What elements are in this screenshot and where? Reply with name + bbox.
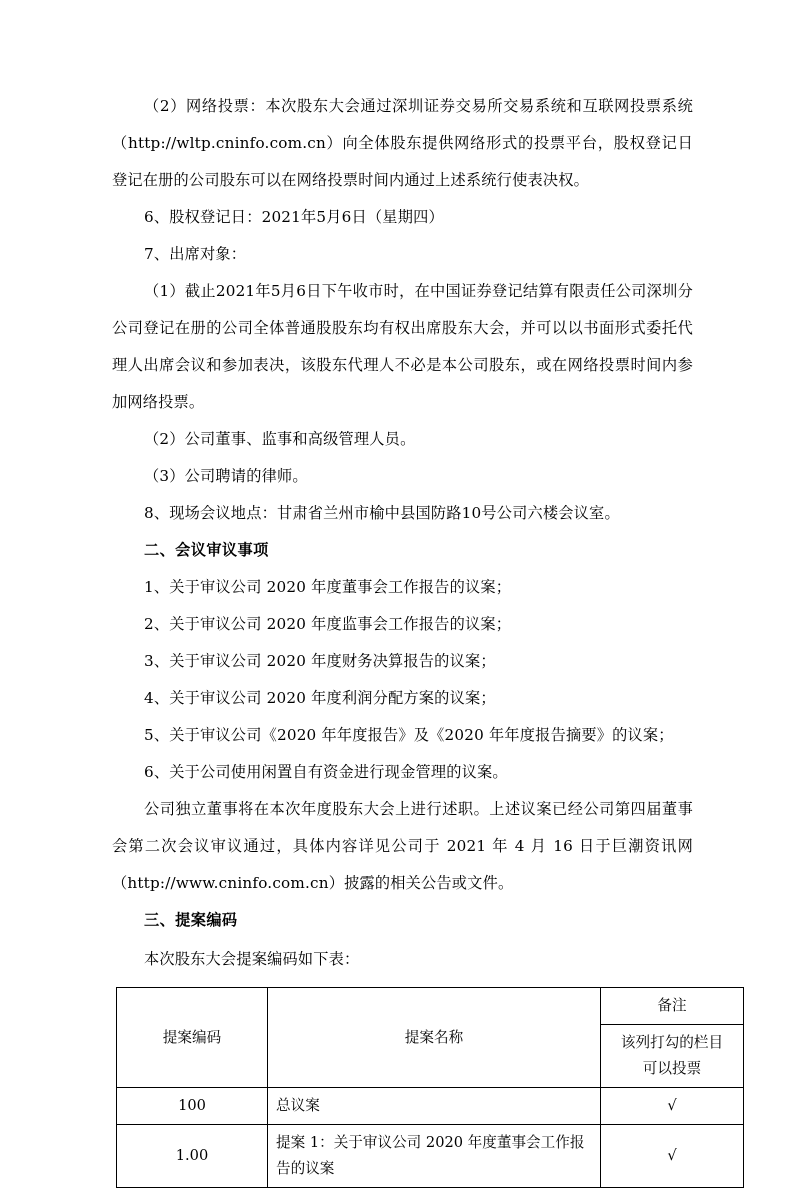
paragraph-online-voting-text: （2）网络投票：本次股东大会通过深圳证券交易所交易系统和互联网投票系统（http://wltp.cninfo.com.cn）向全体股东提供网络形式的投票平台，股权登记日登记在册的公司股东可以在网络投票时间内通过上述系统行使表决权。 (112, 97, 693, 189)
paragraph-attendee-1 (112, 273, 693, 421)
paragraph-closing: 公司独立董事将在本次年度股东大会上进行述职。上述议案已经公司第四届董事会第二次会议审议通过，具体内容详见公司于 2021 年 4 月 16 日于巨潮资讯网（http://www.cninfo.com.cn）披露的相关公告或文件。 (112, 800, 693, 892)
paragraph-record-date-text: 6、股权登记日：2021年5月6日（星期四） (144, 208, 444, 226)
row-name: 提案 1：关于审议公司 2020 年度董事会工作报告的议案 (268, 1125, 601, 1188)
table-header-row (117, 988, 744, 1025)
agenda-item-6: 6、关于公司使用闲置自有资金进行现金管理的议案。 (144, 763, 508, 781)
agenda-item-4: 4、关于审议公司 2020 年度利润分配方案的议案； (144, 689, 496, 707)
paragraph-venue-text: 8、现场会议地点：甘肃省兰州市榆中县国防路10号公司六楼会议室。 (144, 504, 620, 522)
row-note-check: √ (601, 1125, 744, 1188)
paragraph-attendees-heading (112, 236, 693, 273)
table-intro-text: 本次股东大会提案编码如下表： (144, 950, 360, 968)
paragraph-record-date (112, 199, 693, 236)
row-code: 1.00 (117, 1125, 268, 1188)
section-heading-two: 二、会议审议事项 (144, 541, 269, 559)
paragraph-online-voting (112, 88, 693, 199)
table-header-name: 提案名称 (268, 988, 601, 1088)
paragraph-attendee-3 (112, 458, 693, 495)
table-header-note-sub-line1: 该列打勾的栏目 (620, 1034, 724, 1051)
row-note-check: √ (601, 1088, 744, 1125)
table-row (117, 1125, 744, 1188)
paragraph-attendee-2-text: （2）公司董事、监事和高级管理人员。 (144, 430, 416, 448)
agenda-item-5: 5、关于审议公司《2020 年年度报告》及《2020 年年度报告摘要》的议案； (144, 726, 674, 744)
paragraph-attendee-1-text: （1）截止2021年5月6日下午收市时，在中国证券登记结算有限责任公司深圳分公司登记在册的公司全体普通股股东均有权出席股东大会，并可以以书面形式委托代理人出席会议和参加表决，该股东代理人不必是本公司股东，或在网络投票时间内参加网络投票。 (112, 282, 693, 411)
table-header-note-sub-line2: 可以投票 (642, 1060, 702, 1077)
row-name: 总议案 (268, 1088, 601, 1125)
table-header-code: 提案编码 (117, 988, 268, 1088)
row-code: 100 (117, 1088, 268, 1125)
paragraph-attendee-3-text: （3）公司聘请的律师。 (144, 467, 308, 485)
table-header-note: 备注 (601, 988, 744, 1025)
agenda-item-2: 2、关于审议公司 2020 年度监事会工作报告的议案； (144, 615, 512, 633)
paragraph-attendees-heading-text: 7、出席对象： (144, 245, 247, 263)
section-heading-three: 三、提案编码 (144, 911, 238, 929)
agenda-item-3: 3、关于审议公司 2020 年度财务决算报告的议案； (144, 652, 496, 670)
table-row (117, 1088, 744, 1125)
paragraph-venue (112, 495, 693, 532)
paragraph-attendee-2 (112, 421, 693, 458)
proposal-code-table (116, 987, 744, 1188)
table-header-note-sub (601, 1025, 744, 1088)
agenda-item-1: 1、关于审议公司 2020 年度董事会工作报告的议案； (144, 578, 512, 596)
